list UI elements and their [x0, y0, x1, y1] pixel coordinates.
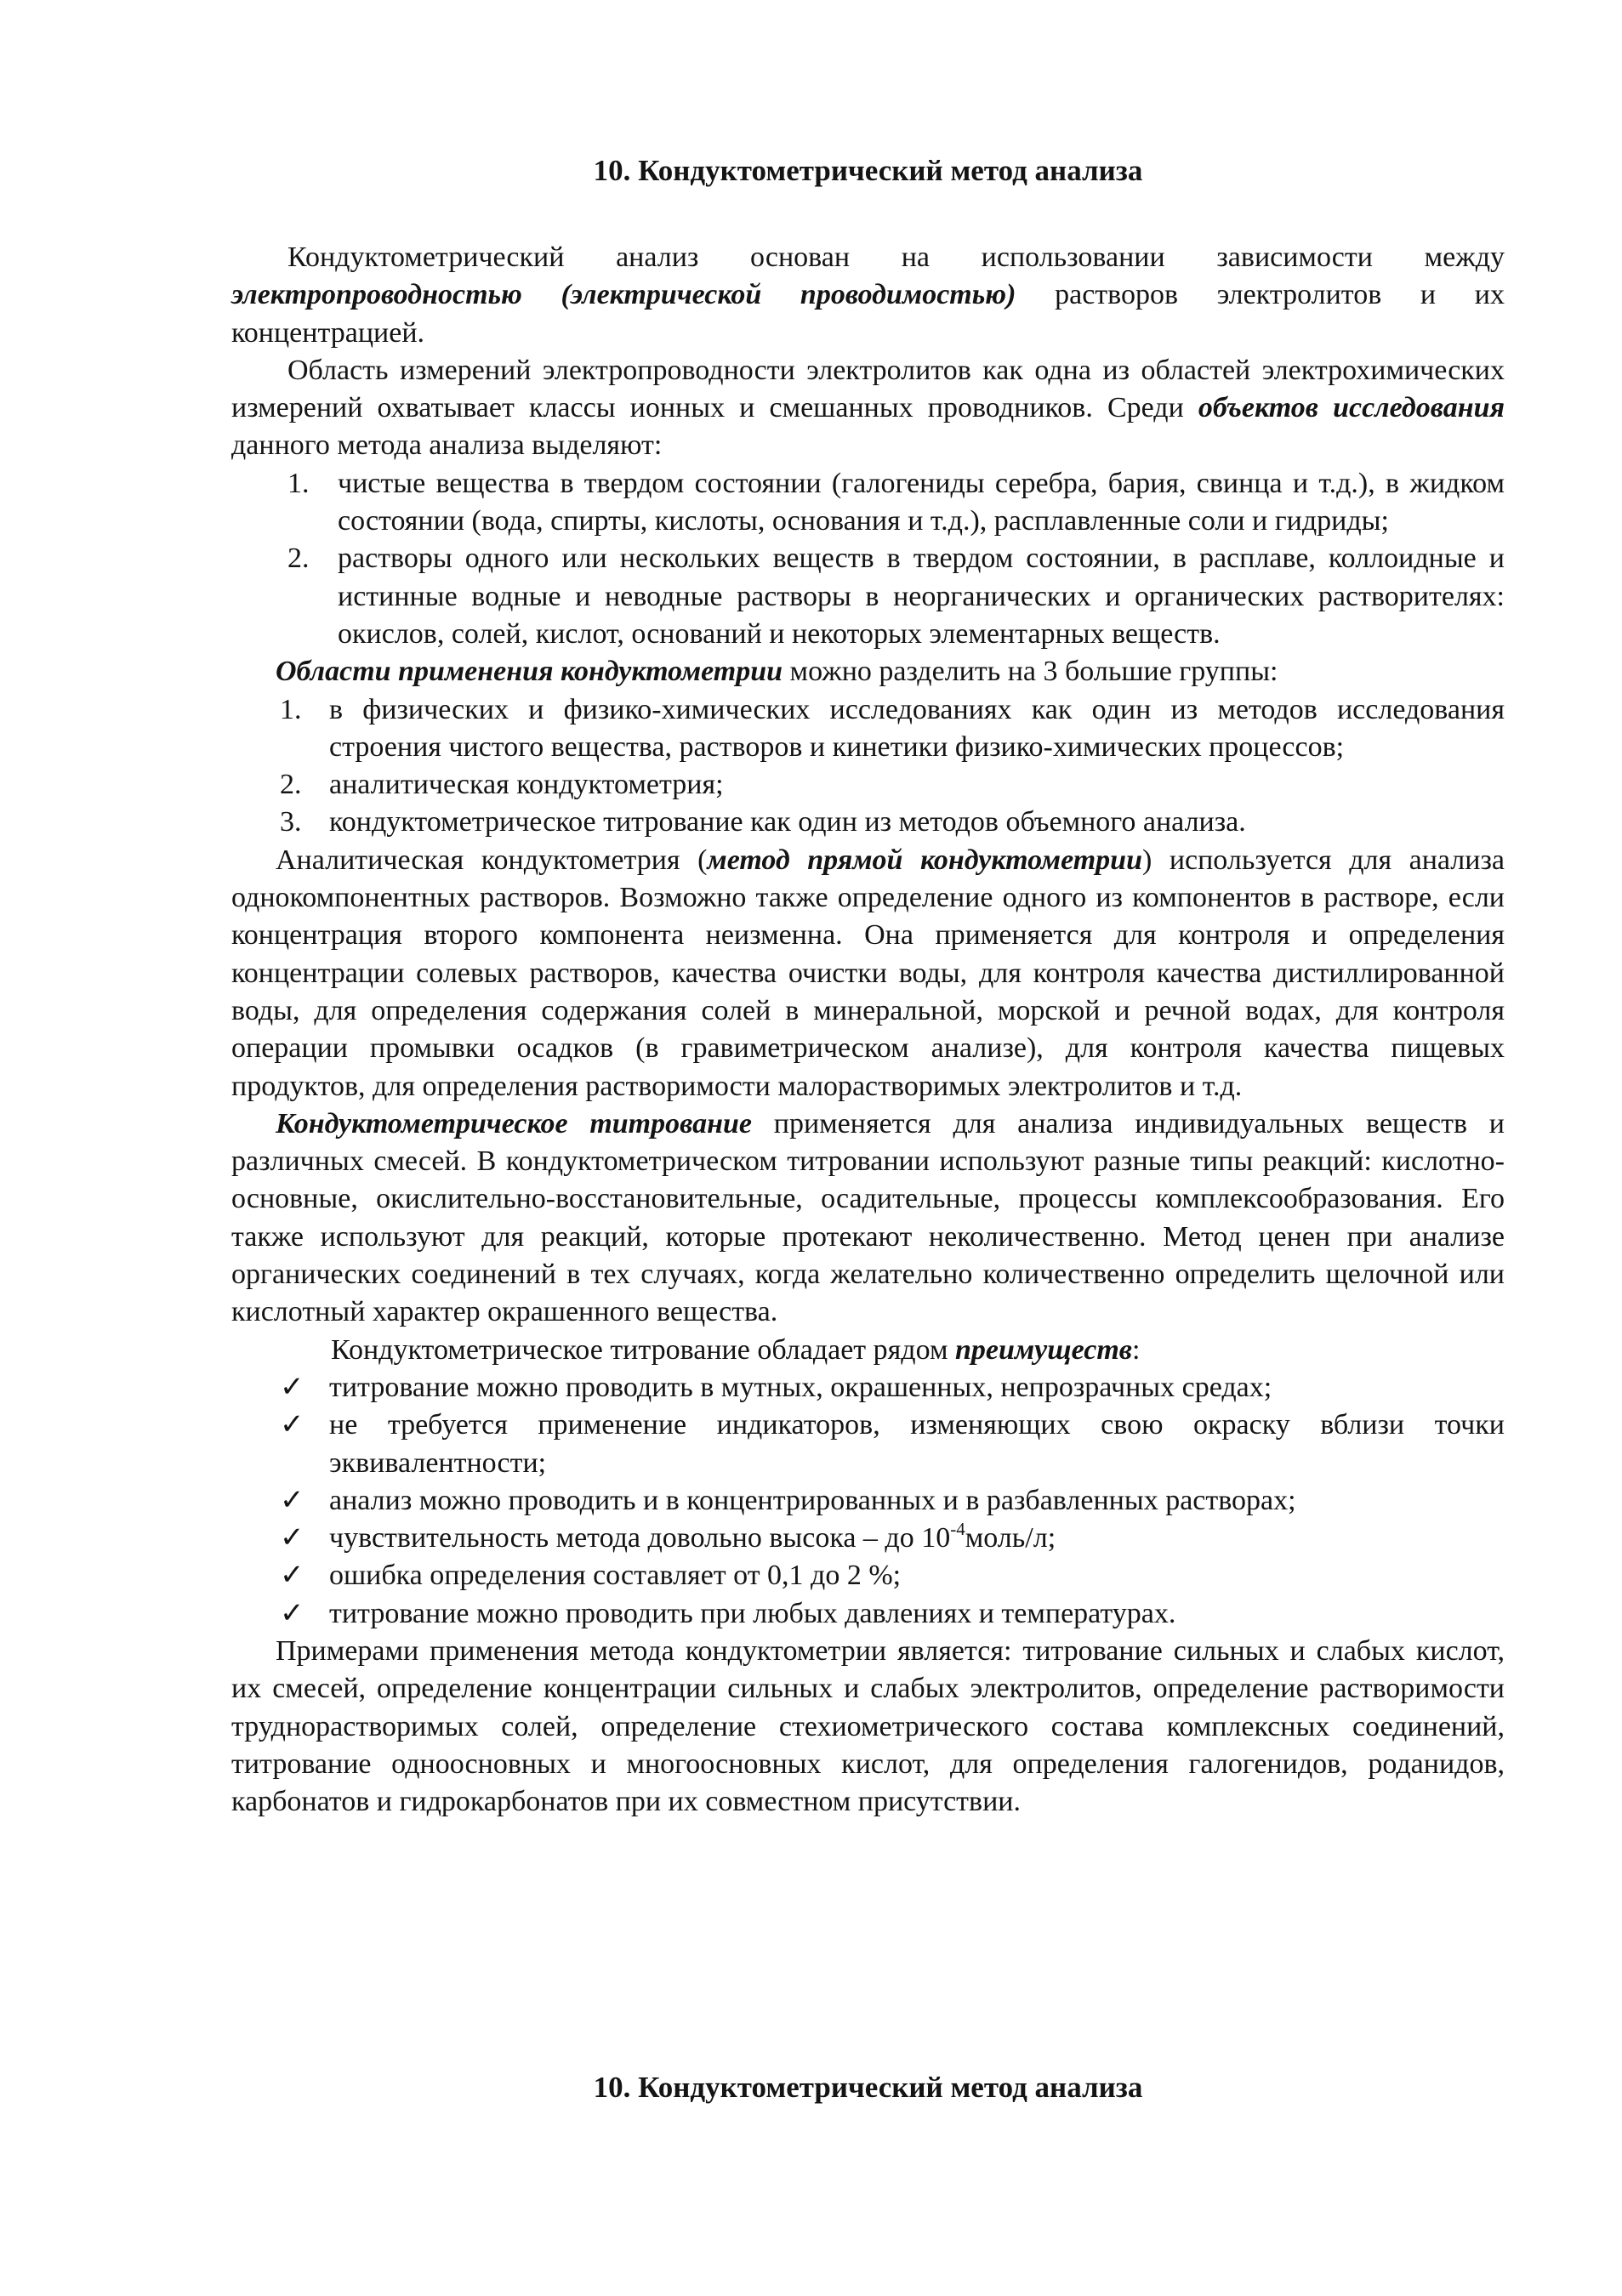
footer-title: 10. Кондуктометрический метод анализа — [593, 2071, 1143, 2104]
list-item-text: титрование можно проводить в мутных, окрашенных, непрозрачных средах; — [329, 1371, 1272, 1403]
document-page — [231, 0, 1505, 2104]
page-title: 10. Кондуктометрический метод анализа — [593, 154, 1143, 187]
list-item — [231, 766, 1505, 804]
check-icon: ✓ — [280, 1484, 304, 1516]
text: : — [1131, 1333, 1141, 1366]
emphasis: Области применения кондуктометрии — [276, 656, 783, 688]
list-item — [231, 1407, 1505, 1482]
paragraph-objects — [231, 352, 1505, 465]
list-item-text: титрование можно проводить при любых давлениях и температурах. — [329, 1597, 1176, 1629]
list-item-text: ошибка определения составляет от 0,1 до 2 %; — [329, 1560, 902, 1592]
list-item-text: растворы одного или нескольких веществ в твердом состоянии, в расплаве, коллоидные и истинные водные и неводные растворы в неорганических и органических растворителях: окислов, солей, кислот, оснований и некоторых элементарных веществ. — [338, 543, 1505, 650]
check-icon: ✓ — [280, 1597, 304, 1629]
list-item — [231, 1557, 1505, 1594]
emphasis: объектов исследования — [1198, 392, 1505, 424]
list-item — [231, 1595, 1505, 1633]
paragraph-titration — [231, 1105, 1505, 1332]
list-item — [231, 1482, 1505, 1520]
list-item-text: кондуктометрическое титрование как один из методов объемного анализа. — [329, 806, 1246, 838]
paragraph-advantages — [231, 1332, 1505, 1369]
list-item — [231, 691, 1505, 767]
list-item-text: чувствительность метода довольно высока – до 10 — [329, 1522, 951, 1554]
list-marker: 3. — [280, 806, 302, 838]
superscript: -4 — [950, 1519, 965, 1540]
text: можно разделить на 3 большие группы: — [783, 656, 1278, 688]
list-item — [231, 465, 1505, 541]
paragraph-intro — [231, 239, 1505, 352]
list-marker: 1. — [287, 467, 310, 499]
check-icon: ✓ — [280, 1522, 304, 1554]
emphasis: Кондуктометрическое титрование — [276, 1107, 752, 1139]
advantages-list — [231, 1369, 1505, 1633]
list-item-text: в физических и физико-химических исследованиях как один из методов исследования строения чистого вещества, растворов и кинетики физико-химических процессов; — [329, 693, 1505, 763]
list-item — [231, 1369, 1505, 1407]
paragraph-applications — [231, 653, 1505, 691]
text: ) используется для анализа однокомпонентных растворов. Возможно также определение одного из компонентов в растворе, если концентрация второго компонента неизменна. Она применяется для контроля и определения концентрации солевых растворов, качества очистки воды, для контроля качества дистиллированной воды, для определения содержания солей в минеральной, морской и речной водах, для контроля операции промывки осадков (в гравиметрическом анализе), для контроля качества пищевых продуктов, для определения растворимости малорастворимых электролитов и т.д. — [231, 844, 1505, 1102]
objects-list — [231, 465, 1505, 653]
text: Кондуктометрический анализ основан на использовании зависимости между — [287, 242, 1505, 273]
list-marker: 1. — [280, 693, 302, 725]
list-item — [231, 804, 1505, 841]
list-marker: 2. — [280, 769, 302, 801]
emphasis: преимуществ — [954, 1333, 1132, 1366]
list-item-text: аналитическая кондуктометрия; — [329, 769, 724, 801]
emphasis: метод прямой кондуктометрии — [707, 844, 1142, 876]
text: Аналитическая кондуктометрия ( — [276, 844, 708, 876]
paragraph-direct-conductometry — [231, 842, 1505, 1105]
text: Кондуктометрическое титрование обладает рядом — [331, 1333, 955, 1366]
applications-list — [231, 691, 1505, 842]
list-marker: 2. — [287, 543, 310, 575]
paragraph-examples — [231, 1633, 1505, 1821]
text: Область измерений электропроводности электролитов как одна из областей электрохимических измерений охватывает классы ионных и смешанных проводников. Среди — [231, 354, 1505, 424]
list-item — [231, 540, 1505, 653]
list-item-text: не требуется применение индикаторов, изменяющих свою окраску вблизи точки эквивалентности; — [329, 1409, 1505, 1479]
list-item — [231, 1520, 1505, 1557]
list-item-text-tail: моль/л; — [965, 1522, 1056, 1554]
text: Примерами применения метода кондуктометрии является: титрование сильных и слабых кислот, их смесей, определение концентрации сильных и слабых электролитов, определение растворимости труднорастворимых солей, определение стехиометрического состава комплексных соединений, титрование одноосновных и многоосновных кислот, для определения галогенидов, роданидов, карбонатов и гидрокарбонатов при их совместном присутствии. — [231, 1634, 1505, 1818]
emphasis: электропроводностью (электрической проводимостью) — [231, 279, 1016, 311]
check-icon: ✓ — [280, 1409, 304, 1441]
list-item-text: чистые вещества в твердом состоянии (галогениды серебра, бария, свинца и т.д.), в жидком состоянии (вода, спирты, кислоты, основания и т.д.), расплавленные соли и гидриды; — [338, 467, 1505, 537]
text: растворов электролитов и их концентрацией. — [231, 279, 1505, 349]
text: данного метода анализа выделяют: — [231, 429, 663, 462]
check-icon: ✓ — [280, 1560, 304, 1592]
text: применяется для анализа индивидуальных веществ и различных смесей. В кондуктометрическом титровании используют разные типы реакций: кислотно-основные, окислительно-восстановительные, осадительные, процессы комплексообразования. Его также используют для реакций, которые протекают неколичественно. Метод ценен при анализе органических соединений в тех случаях, когда желательно количественно определить щелочной или кислотный характер окрашенного вещества. — [231, 1107, 1505, 1328]
check-icon: ✓ — [280, 1371, 304, 1403]
list-item-text: анализ можно проводить и в концентрированных и в разбавленных растворах; — [329, 1484, 1296, 1516]
